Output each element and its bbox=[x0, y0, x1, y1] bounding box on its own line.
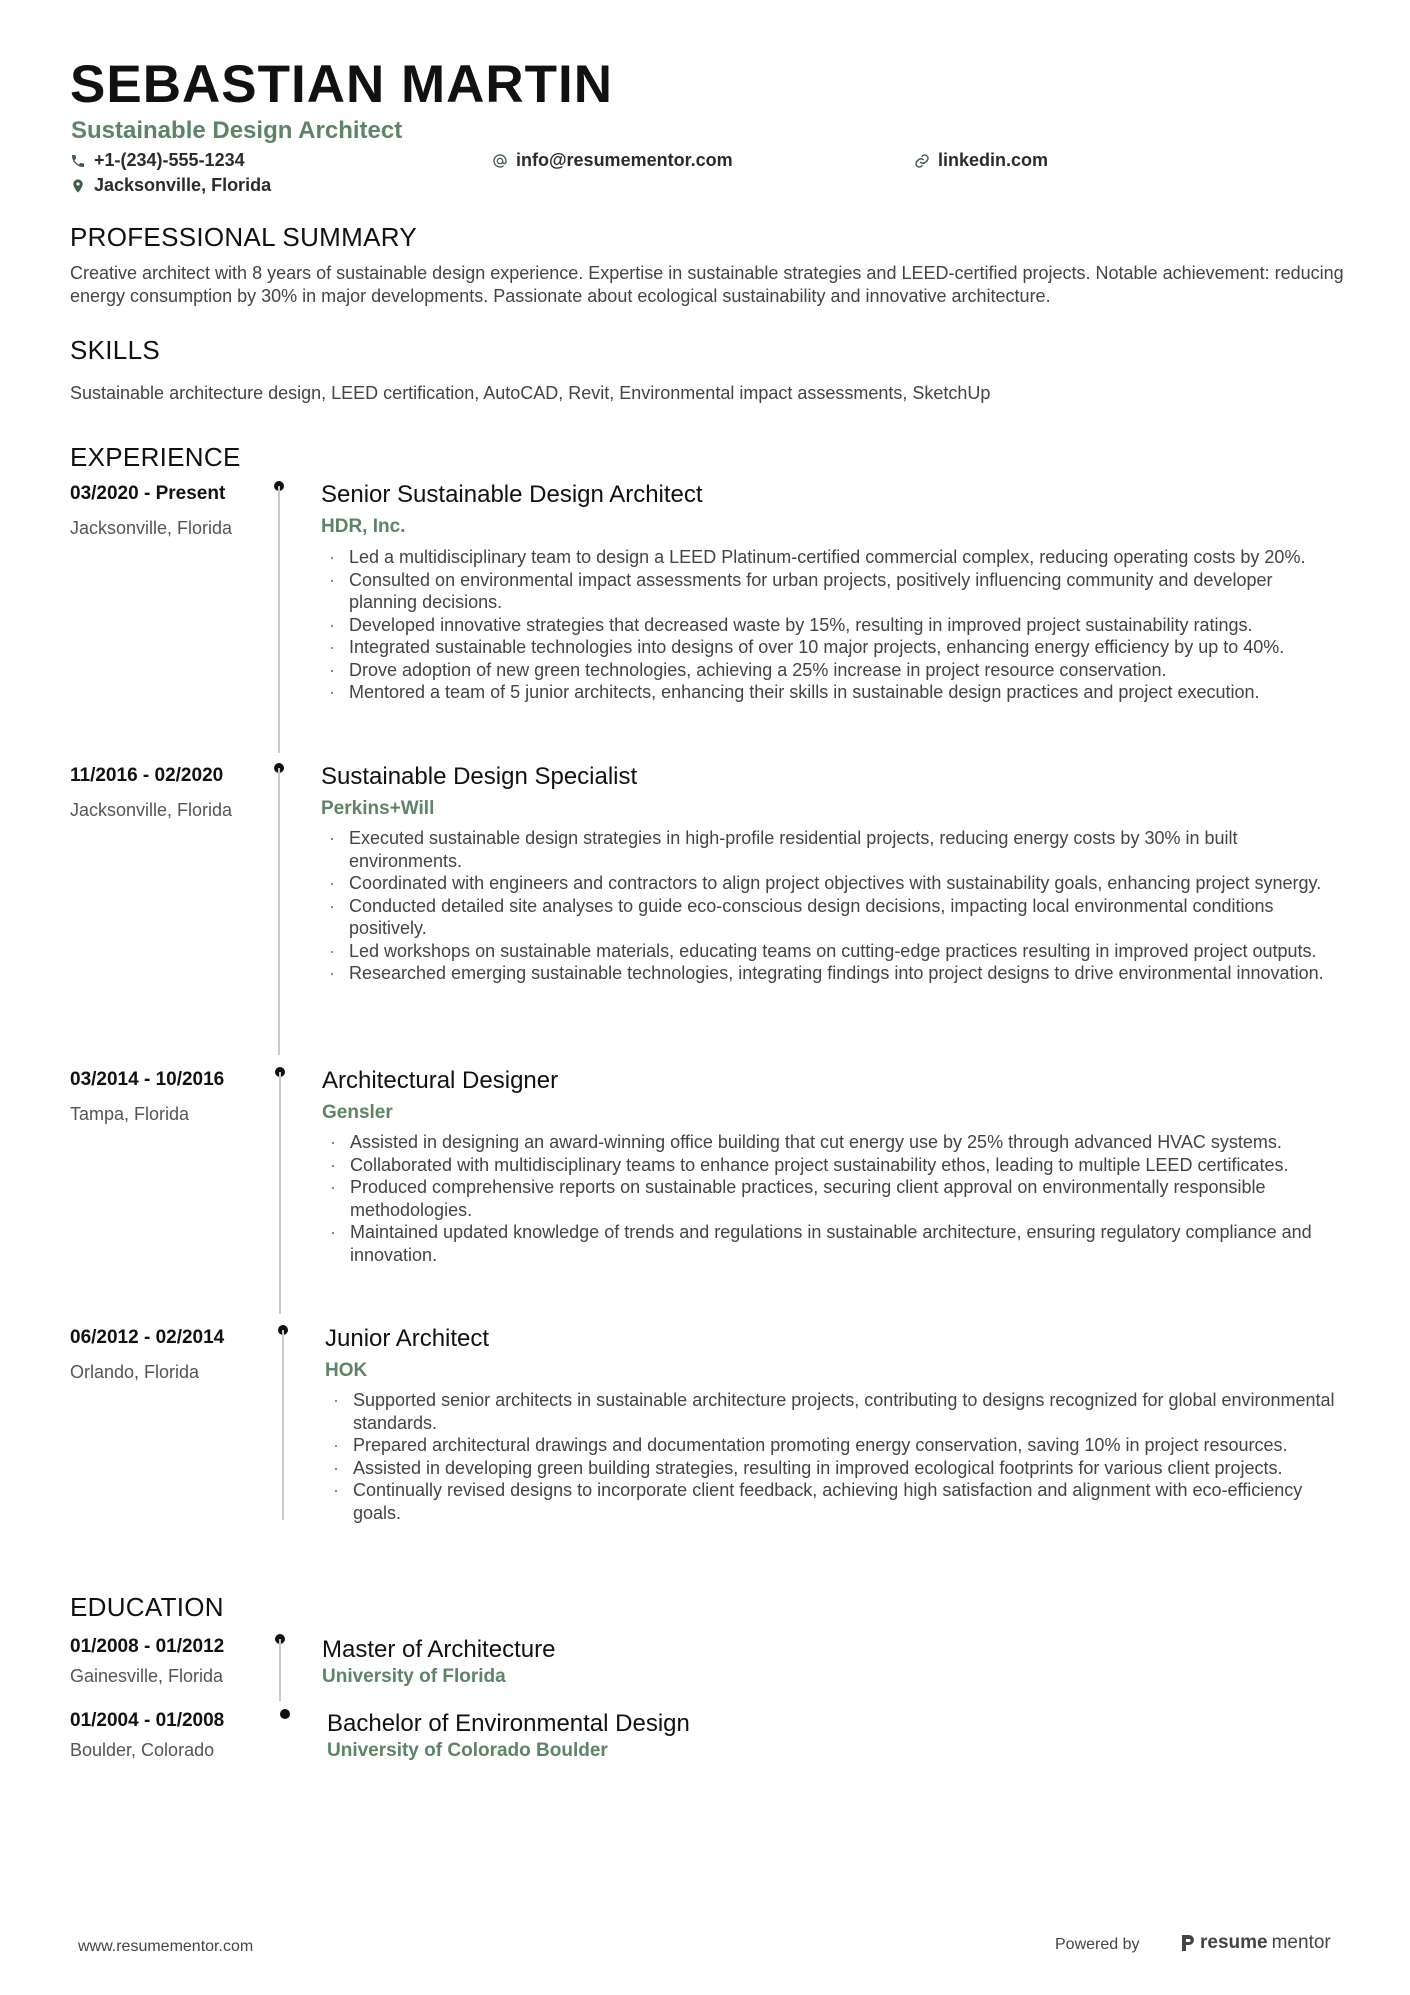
education-heading: EDUCATION bbox=[70, 1592, 224, 1622]
timeline-line bbox=[279, 1072, 281, 1314]
edu-degree: Bachelor of Environmental Design bbox=[327, 1710, 690, 1737]
job-bullets bbox=[325, 827, 1345, 985]
list-item: · Led a multidisciplinary team to design a LEED Platinum-certified commercial complex, reducing operating costs by 20%. bbox=[325, 546, 1345, 569]
contact-phone bbox=[70, 150, 245, 171]
list-item: · Produced comprehensive reports on sustainable practices, securing client approval on environmentally responsible methodologies. bbox=[326, 1176, 1346, 1221]
job-location: Tampa, Florida bbox=[70, 1104, 190, 1124]
candidate-name: SEBASTIAN MARTIN bbox=[70, 55, 614, 114]
edu-dates: 01/2008 - 01/2012 bbox=[70, 1636, 225, 1657]
edu-location: Gainesville, Florida bbox=[70, 1666, 224, 1686]
edu-school: University of Florida bbox=[322, 1666, 506, 1687]
job-location: Orlando, Florida bbox=[70, 1362, 200, 1382]
skills-heading: SKILLS bbox=[70, 335, 160, 365]
job-title: Sustainable Design Specialist bbox=[321, 763, 638, 790]
company-name: Perkins+Will bbox=[321, 798, 435, 819]
footer-powered-by: Powered by bbox=[1055, 1936, 1140, 1953]
company-name: Gensler bbox=[322, 1102, 393, 1123]
timeline-line bbox=[278, 486, 280, 753]
job-title: Junior Architect bbox=[325, 1325, 490, 1352]
list-item: · Led workshops on sustainable materials, educating teams on cutting-edge practices resulting in improved project outputs. bbox=[325, 940, 1345, 963]
phone-text: +1-(234)-555-1234 bbox=[94, 150, 245, 170]
company-name: HDR, Inc. bbox=[321, 516, 406, 537]
experience-heading: EXPERIENCE bbox=[70, 442, 241, 472]
list-item: · Conducted detailed site analyses to guide eco-conscious design decisions, impacting local environmental conditions positively. bbox=[325, 895, 1345, 940]
at-icon bbox=[492, 153, 508, 169]
footer-website[interactable]: www.resumementor.com bbox=[78, 1938, 254, 1955]
job-location: Jacksonville, Florida bbox=[70, 800, 233, 820]
list-item: · Coordinated with engineers and contractors to align project objectives with sustainability goals, enhancing project synergy. bbox=[325, 872, 1345, 895]
edu-school: University of Colorado Boulder bbox=[327, 1740, 608, 1761]
location-pin-icon bbox=[70, 178, 86, 194]
contact-linkedin[interactable] bbox=[914, 150, 1048, 171]
timeline-line bbox=[282, 1330, 284, 1520]
edu-degree: Master of Architecture bbox=[322, 1636, 556, 1663]
list-item: · Assisted in developing green building strategies, resulting in improved ecological footprints for various client projects. bbox=[329, 1457, 1349, 1480]
list-item: · Drove adoption of new green technologies, achieving a 25% increase in project resource conservation. bbox=[325, 659, 1345, 682]
summary-heading: PROFESSIONAL SUMMARY bbox=[70, 222, 417, 252]
brand-light-text: mentor bbox=[1271, 1932, 1331, 1953]
edu-location: Boulder, Colorado bbox=[70, 1740, 215, 1760]
job-bullets bbox=[326, 1131, 1346, 1266]
job-bullets bbox=[325, 546, 1345, 704]
list-item: · Collaborated with multidisciplinary teams to enhance project sustainability ethos, leading to multiple LEED certificates. bbox=[326, 1154, 1346, 1177]
company-name: HOK bbox=[325, 1360, 368, 1381]
job-dates: 03/2014 - 10/2016 bbox=[70, 1069, 225, 1090]
contact-email[interactable] bbox=[492, 150, 733, 171]
job-dates: 06/2012 - 02/2014 bbox=[70, 1327, 225, 1348]
timeline-dot bbox=[280, 1709, 290, 1719]
timeline-line bbox=[278, 768, 280, 1055]
job-title: Architectural Designer bbox=[322, 1067, 559, 1094]
list-item: · Prepared architectural drawings and documentation promoting energy conservation, saving 10% in project resources. bbox=[329, 1434, 1349, 1457]
list-item: · Assisted in designing an award-winning office building that cut energy use by 25% through advanced HVAC systems. bbox=[326, 1131, 1346, 1154]
contact-location bbox=[70, 175, 271, 196]
candidate-role: Sustainable Design Architect bbox=[71, 117, 403, 144]
job-title: Senior Sustainable Design Architect bbox=[321, 481, 703, 508]
list-item: · Integrated sustainable technologies into designs of over 10 major projects, enhancing energy efficiency by up to 40%. bbox=[325, 636, 1345, 659]
footer-brand-logo[interactable] bbox=[1180, 1932, 1331, 1954]
job-dates: 03/2020 - Present bbox=[70, 483, 226, 504]
job-dates: 11/2016 - 02/2020 bbox=[70, 765, 224, 786]
timeline-line bbox=[279, 1639, 281, 1701]
skills-text: Sustainable architecture design, LEED certification, AutoCAD, Revit, Environmental impact assessments, SketchUp bbox=[70, 383, 991, 403]
location-text: Jacksonville, Florida bbox=[94, 175, 272, 195]
job-bullets bbox=[329, 1389, 1349, 1524]
email-text[interactable]: info@resumementor.com bbox=[516, 150, 733, 170]
linkedin-text[interactable]: linkedin.com bbox=[938, 150, 1049, 170]
list-item: · Maintained updated knowledge of trends and regulations in sustainable architecture, ensuring regulatory compliance and innovation. bbox=[326, 1221, 1346, 1266]
list-item: · Researched emerging sustainable technologies, integrating findings into project designs to drive environmental innovation. bbox=[325, 962, 1345, 985]
resumementor-logo-icon bbox=[1180, 1933, 1196, 1953]
summary-text: Creative architect with 8 years of sustainable design experience. Expertise in sustainable strategies and LEED-certified projects. Notable achievement: reducing energy consumption by 30% in major developments. Passionate about ecological sustainability and innovative architecture. bbox=[70, 263, 1344, 306]
list-item: · Mentored a team of 5 junior architects, enhancing their skills in sustainable design practices and project execution. bbox=[325, 681, 1345, 704]
list-item: · Executed sustainable design strategies in high-profile residential projects, reducing energy costs by 30% in built environments. bbox=[325, 827, 1345, 872]
list-item: · Developed innovative strategies that decreased waste by 15%, resulting in improved project sustainability ratings. bbox=[325, 614, 1345, 637]
list-item: · Supported senior architects in sustainable architecture projects, contributing to designs recognized for global environmental standards. bbox=[329, 1389, 1349, 1434]
link-icon bbox=[914, 153, 930, 169]
brand-bold-text: resume bbox=[1200, 1932, 1268, 1953]
edu-dates: 01/2004 - 01/2008 bbox=[70, 1710, 225, 1731]
job-location: Jacksonville, Florida bbox=[70, 518, 233, 538]
list-item: · Continually revised designs to incorporate client feedback, achieving high satisfaction and alignment with eco-efficiency goals. bbox=[329, 1479, 1349, 1524]
phone-icon bbox=[70, 153, 86, 169]
list-item: · Consulted on environmental impact assessments for urban projects, positively influencing community and developer planning decisions. bbox=[325, 569, 1345, 614]
